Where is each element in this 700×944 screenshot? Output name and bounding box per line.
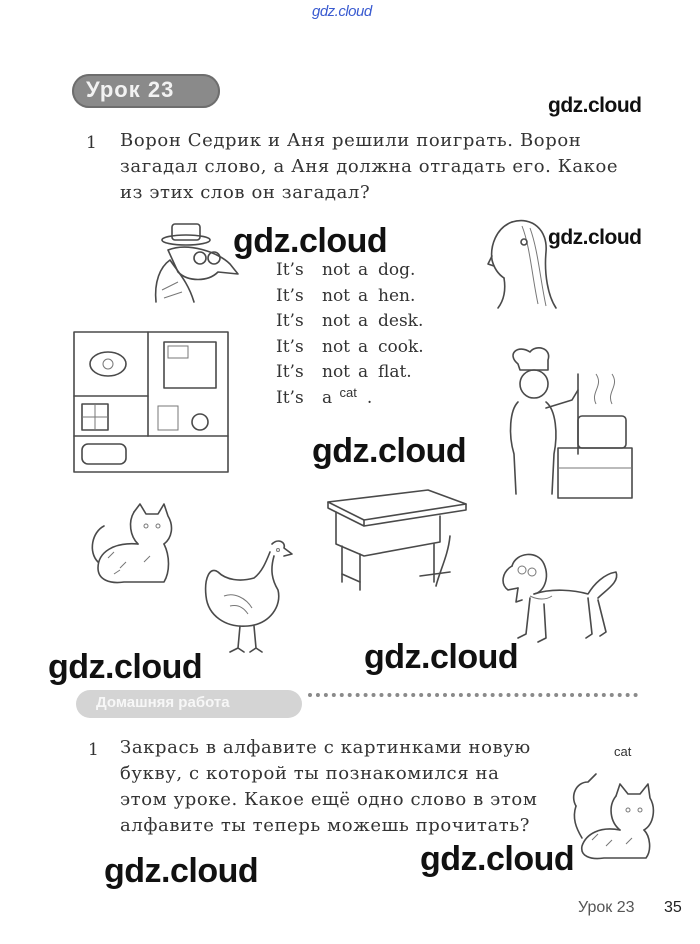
phrase-line-answer: It’s a $^{cat}$ . [276,384,373,408]
cat-small-image [566,766,662,864]
watermark: gdz.cloud [548,226,642,249]
cat-label: cat [614,744,632,759]
task-line: алфавите ты теперь можешь прочитать? [120,815,531,836]
page-number: 35 [664,899,682,916]
phrase-line: It’s not a desk. [276,311,424,331]
task-line: из этих слов он загадал? [120,182,371,203]
task-text [120,128,618,206]
lesson-title: Урок 23 [86,77,175,102]
watermark: gdz.cloud [233,222,388,260]
desk-image [320,486,472,598]
watermark: gdz.cloud [364,638,519,676]
section-header [76,690,302,718]
lesson-header [72,74,220,108]
section-title: Домашняя работа [96,694,230,711]
task-line: Ворон Седрик и Аня решили поиграть. Ворон [120,130,582,151]
hen-image [200,536,304,656]
phrase-line: It’s not a dog. [276,260,416,280]
top-watermark: gdz.cloud [312,3,372,20]
watermark: gdz.cloud [312,432,467,470]
task-number: 1 [86,133,97,153]
cat-image [84,502,180,588]
dog-image [494,548,624,652]
dotted-divider [308,693,638,697]
answer-text: cat [339,384,357,400]
footer-lesson: Урок 23 [578,899,635,916]
watermark: gdz.cloud [104,852,259,890]
watermark: gdz.cloud [48,648,203,686]
watermark: gdz.cloud [548,94,642,117]
task-number: 1 [88,740,99,760]
phrase-line: It’s not a cook. [276,336,424,357]
cook-image [496,344,638,504]
task-line: Закрась в алфавите с картинками новую [120,737,531,758]
phrase-list [276,258,424,411]
watermark: gdz.cloud [420,840,575,878]
flat-plan-image [68,326,236,478]
task-line: этом уроке. Какое ещё одно слово в этом [120,789,538,810]
task-line: загадал слово, а Аня должна отгадать его. Какое [120,156,619,177]
task-line: букву, с которой ты познакомился на [120,763,500,784]
task-text [120,735,537,839]
phrase-line: It’s not a hen. [276,285,416,306]
phrase-line: It’s not a flat. [276,362,412,382]
